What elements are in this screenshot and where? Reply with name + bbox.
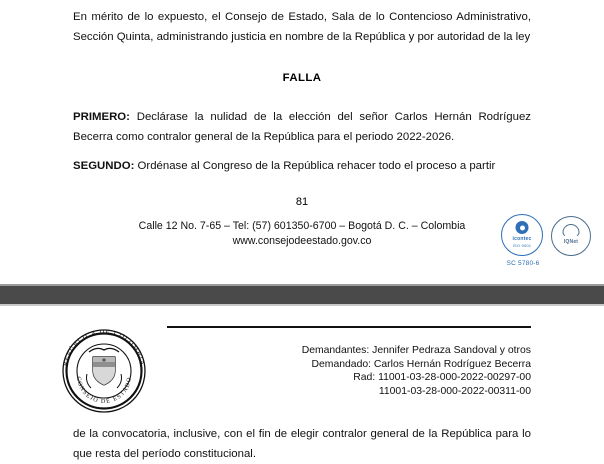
paragraph-first-item [73,108,531,147]
certification-badges [497,214,597,274]
paragraph-continued: de la convocatoria, inclusive, con el fin de elegir contralor general de la República para lo que resta del período constitucional. [73,428,531,460]
footer-address: Calle 12 No. 7-65 – Tel: (57) 601350-6700 – Bogotá D. C. – Colombia [138,220,466,232]
icontec-badge-icon [501,214,543,256]
svg-text:CONSEJO DE ESTADO: CONSEJO DE ESTADO [74,376,134,406]
coat-of-arms-seal-icon [57,324,151,418]
icontec-mark-icon [516,221,529,234]
second-item-label: SEGUNDO: [73,160,135,172]
page-separator [0,286,604,304]
case-defendant: Demandado: Carlos Hernán Rodríguez Becerra [311,358,531,370]
first-item-text: Declárase la nulidad de la elección del señor Carlos Hernán Rodríguez Becerra como contralor general de la República para el periodo 2022-2026. [73,111,531,143]
second-item-text: Ordénase al Congreso de la República rehacer todo el proceso a partir [134,160,496,172]
iqnet-swirl-icon [563,224,580,238]
iqnet-badge-name: IQNet [563,239,579,245]
header-divider [167,326,531,328]
page-number: 81 [295,196,309,208]
case-radicado-2: 11001-03-28-000-2022-00311-00 [378,385,531,397]
case-plaintiffs: Demandantes: Jennifer Pedraza Sandoval y otros [301,345,531,356]
first-item-label: PRIMERO: [73,111,130,123]
icontec-badge-name: icontec [512,236,532,242]
ruling-heading: FALLA [282,72,322,84]
paragraph-ruling-intro: En mérito de lo expuesto, el Consejo de Estado, Sala de lo Contencioso Administrativo, Sección Quinta, administrando justicia en nombre de la República y por autoridad de la ley [73,11,531,43]
svg-text:REPÚBLICA DE COLOMBIA: REPÚBLICA DE COLOMBIA [62,328,146,367]
page-bottom-fragment [0,306,604,460]
case-info-block [171,344,531,398]
iqnet-badge-icon [551,216,591,256]
icontec-badge-standard: ISO 9001 [512,243,532,248]
certificate-code: SC 5780-6 [506,260,540,267]
paragraph-second-item [73,157,531,177]
footer-website: www.consejodeestado.gov.co [232,235,372,247]
case-radicado-1: Rad: 11001-03-28-000-2022-00297-00 [353,372,531,383]
